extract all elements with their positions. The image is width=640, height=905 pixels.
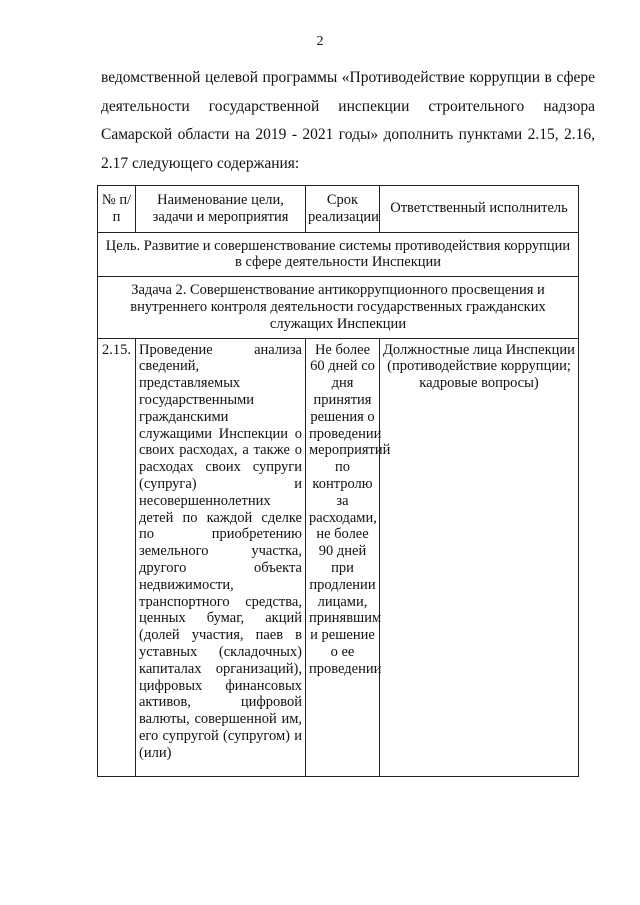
goal-row [98,232,579,277]
task-row [98,277,579,338]
header-responsible: Ответственный исполнитель [380,186,579,233]
row-responsible: Должностные лица Инспекции (противодействие коррупции; кадровые вопросы) [380,338,579,776]
goal-text: Цель. Развитие и совершенствование системы противодействия коррупции в сфере деятельности Инспекции [98,232,579,277]
header-number: № п/п [98,186,136,233]
task-text: Задача 2. Совершенствование антикоррупционного просвещения и внутреннего контроля деятельности государственных гражданских служащих Инспекции [98,277,579,338]
row-number: 2.15. [98,338,136,776]
table-row [98,338,579,776]
page-number: 2 [316,34,324,49]
intro-paragraph: ведомственной целевой программы «Противодействие коррупции в сфере деятельности государственной инспекции строительного надзора Самарской области на 2019 - 2021 годы» дополнить пунктами 2.15, 2.16, 2.17 следующего содержания: [101,69,595,172]
measures-table [97,185,579,777]
header-term: Срок реализации [306,186,380,233]
row-name: Проведение анализа сведений, представляемых государственными гражданскими служащими Инспекции о своих расходах, а также о расходах своих супруги (супруга) и несовершеннолетних детей по каждой сделке по приобретению земельного участка, другого объекта недвижимости, транспортного средства, ценных бумаг, акций (долей участия, паев в уставных (складочных) капиталах организаций), цифровых финансовых активов, цифровой валюты, совершенной им, его супругой (супругом) и (или) [136,338,306,776]
header-name: Наименование цели, задачи и мероприятия [136,186,306,233]
table-header-row [98,186,579,233]
row-term: Не более 60 дней со дня принятия решения о проведении мероприятий по контролю за расходами, не более 90 дней при продлении лицами, принявшим и решение о ее проведении [306,338,380,776]
